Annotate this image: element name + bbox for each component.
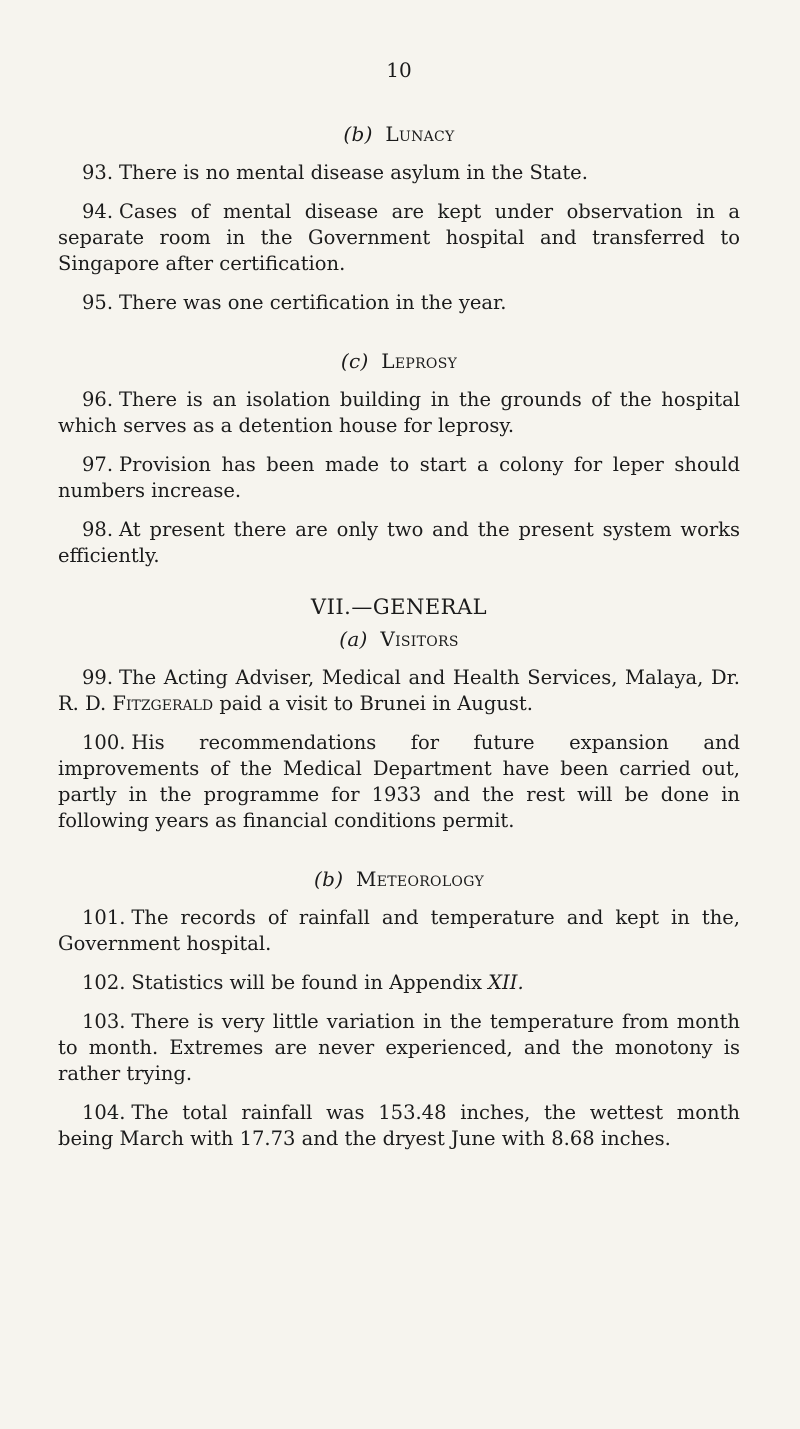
paragraph-text: His recommendations for future expansion and improvements of the Medical Department have been carried out, partly in the programme for 1933 and the rest will be done in following years as financial conditions permit. xyxy=(58,731,740,832)
paragraph-number: 93. xyxy=(82,161,114,184)
paragraph-96 xyxy=(58,387,740,439)
section-title: Leprosy xyxy=(381,349,458,373)
paragraph-number: 99. xyxy=(82,666,114,689)
paragraph-101 xyxy=(58,905,740,957)
section-heading-meteorology xyxy=(58,867,740,891)
paragraph-number: 104. xyxy=(82,1101,126,1124)
paragraph-93 xyxy=(58,160,740,186)
paragraph-number: 101. xyxy=(82,906,126,929)
section-label: (c) xyxy=(340,349,369,373)
paragraph-103 xyxy=(58,1009,740,1087)
spacer xyxy=(58,329,740,349)
paragraph-99 xyxy=(58,665,740,717)
paragraph-97 xyxy=(58,452,740,504)
paragraph-number: 97. xyxy=(82,453,114,476)
person-name: Fitzgerald xyxy=(112,692,214,715)
section-heading-leprosy xyxy=(58,349,740,373)
paragraph-text-continued: paid a visit to Brunei in August. xyxy=(219,692,533,715)
paragraph-text: Statistics will be found in Appendix xyxy=(131,971,482,994)
paragraph-number: 98. xyxy=(82,518,114,541)
section-heading-visitors xyxy=(58,627,740,651)
page-number: 10 xyxy=(386,58,412,82)
paragraph-94 xyxy=(58,199,740,277)
paragraph-number: 103. xyxy=(82,1010,126,1033)
section-label: (b) xyxy=(343,122,373,146)
section-label: (b) xyxy=(314,867,344,891)
appendix-reference: XII. xyxy=(488,971,524,994)
paragraph-text: The records of rainfall and temperature and kept in the, Government hospital. xyxy=(58,906,740,955)
paragraph-98 xyxy=(58,517,740,569)
paragraph-number: 96. xyxy=(82,388,114,411)
paragraph-number: 100. xyxy=(82,731,126,754)
section-heading-lunacy xyxy=(58,122,740,146)
paragraph-102 xyxy=(58,970,740,996)
paragraph-text: There is very little variation in the temperature from month to month. Extremes are never experienced, and the monotony is rather trying. xyxy=(58,1010,740,1085)
paragraph-number: 102. xyxy=(82,971,126,994)
paragraph-text: The Acting Adviser, Medical and Health Services, Malaya, Dr. R. D. xyxy=(58,666,740,715)
paragraph-number: 94. xyxy=(82,200,114,223)
paragraph-number: 95. xyxy=(82,291,114,314)
spacer xyxy=(58,847,740,867)
section-title: Lunacy xyxy=(385,122,455,146)
part-heading-general: VII.—GENERAL xyxy=(310,595,488,619)
paragraph-text: At present there are only two and the present system works efficiently. xyxy=(58,518,740,567)
paragraph-100 xyxy=(58,730,740,834)
paragraph-text: The total rainfall was 153.48 inches, the wettest month being March with 17.73 and the dryest June with 8.68 inches. xyxy=(58,1101,740,1150)
paragraph-text: There is an isolation building in the grounds of the hospital which serves as a detention house for leprosy. xyxy=(58,388,740,437)
section-title: Visitors xyxy=(380,627,459,651)
paragraph-104 xyxy=(58,1100,740,1152)
paragraph-text: Provision has been made to start a colony for leper should numbers increase. xyxy=(58,453,740,502)
paragraph-text: Cases of mental disease are kept under observation in a separate room in the Government hospital and transferred to Singapore after certification. xyxy=(58,200,740,275)
section-label: (a) xyxy=(339,627,368,651)
paragraph-text: There was one certification in the year. xyxy=(119,291,507,314)
paragraph-95 xyxy=(58,290,740,316)
paragraph-text: There is no mental disease asylum in the State. xyxy=(119,161,588,184)
section-title: Meteorology xyxy=(355,867,484,891)
